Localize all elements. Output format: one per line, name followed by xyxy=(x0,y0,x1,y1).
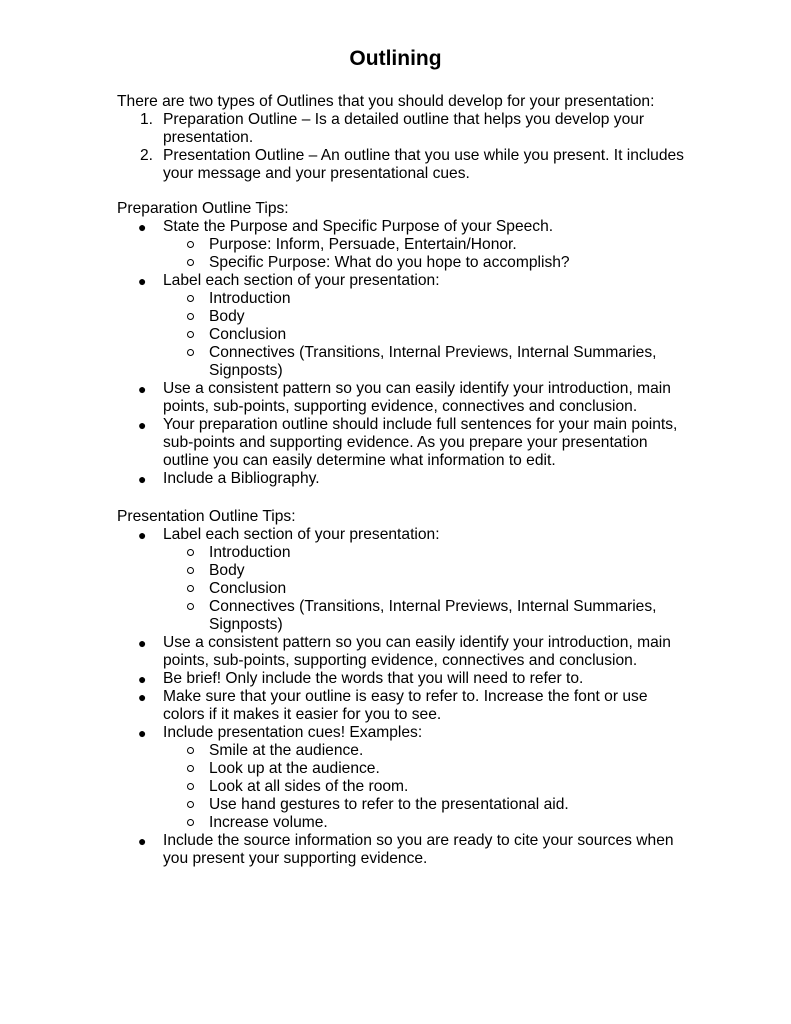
hollow-circle-icon xyxy=(187,747,194,754)
sub-list xyxy=(163,290,687,380)
preparation-tips-list xyxy=(117,218,687,488)
sub-list-item xyxy=(163,796,687,814)
bullet-icon: ● xyxy=(138,381,147,397)
list-item xyxy=(117,272,687,380)
sub-item-text: Conclusion xyxy=(209,580,287,597)
hollow-circle-icon xyxy=(187,349,194,356)
hollow-circle-icon xyxy=(187,603,194,610)
preparation-tips-section xyxy=(117,200,687,488)
sub-list-item xyxy=(163,344,687,380)
list-item-text: Include a Bibliography. xyxy=(163,470,320,487)
presentation-tips-section xyxy=(117,508,687,868)
list-item xyxy=(117,380,687,416)
sub-item-text: Use hand gestures to refer to the presentational aid. xyxy=(209,796,569,813)
list-item-text: Include the source information so you are ready to cite your sources when you present your supporting evidence. xyxy=(163,832,674,867)
sub-list-item xyxy=(163,760,687,778)
list-item-text: Use a consistent pattern so you can easily identify your introduction, main points, sub-points, supporting evidence, connectives and conclusion. xyxy=(163,380,671,415)
hollow-circle-icon xyxy=(187,567,194,574)
outline-types-list xyxy=(117,111,687,183)
sub-item-text: Body xyxy=(209,308,245,325)
sub-item-text: Look up at the audience. xyxy=(209,760,380,777)
sub-list-item xyxy=(163,580,687,598)
list-item xyxy=(117,832,687,868)
list-item-text: Be brief! Only include the words that you will need to refer to. xyxy=(163,670,584,687)
hollow-circle-icon xyxy=(187,331,194,338)
bullet-icon: ● xyxy=(138,671,147,687)
list-item xyxy=(117,526,687,634)
hollow-circle-icon xyxy=(187,313,194,320)
intro-section xyxy=(117,93,687,183)
sub-item-text: Specific Purpose: What do you hope to accomplish? xyxy=(209,254,570,271)
sub-list-item xyxy=(163,598,687,634)
list-item xyxy=(117,670,687,688)
sub-item-text: Introduction xyxy=(209,544,291,561)
list-item-text: Your preparation outline should include full sentences for your main points, sub-points and supporting evidence. As you prepare your presentation outline you can easily determine what information to edit. xyxy=(163,416,678,469)
list-item xyxy=(117,218,687,272)
sub-item-text: Body xyxy=(209,562,245,579)
list-item-text: Make sure that your outline is easy to refer to. Increase the font or use colors if it makes it easier for you to see. xyxy=(163,688,648,723)
sub-item-text: Introduction xyxy=(209,290,291,307)
list-item-text: Include presentation cues! Examples: xyxy=(163,724,423,741)
sub-list xyxy=(163,742,687,832)
bullet-icon: ● xyxy=(138,725,147,741)
bullet-icon: ● xyxy=(138,471,147,487)
bullet-icon: ● xyxy=(138,689,147,705)
sub-list-item xyxy=(163,326,687,344)
hollow-circle-icon xyxy=(187,765,194,772)
sub-item-text: Increase volume. xyxy=(209,814,328,831)
list-item-text: Preparation Outline – Is a detailed outline that helps you develop your presentation. xyxy=(163,111,645,146)
list-item-text: Use a consistent pattern so you can easily identify your introduction, main points, sub-points, supporting evidence, connectives and conclusion. xyxy=(163,634,671,669)
hollow-circle-icon xyxy=(187,259,194,266)
sub-list-item xyxy=(163,778,687,796)
sub-item-text: Connectives (Transitions, Internal Previews, Internal Summaries, Signposts) xyxy=(209,344,657,379)
list-item xyxy=(117,724,687,832)
sub-list-item xyxy=(163,236,687,254)
list-item-text: Label each section of your presentation: xyxy=(163,526,440,543)
bullet-icon: ● xyxy=(138,273,147,289)
bullet-icon: ● xyxy=(138,417,147,433)
bullet-icon: ● xyxy=(138,219,147,235)
list-number: 2. xyxy=(140,147,154,164)
hollow-circle-icon xyxy=(187,241,194,248)
sub-list-item xyxy=(163,562,687,580)
hollow-circle-icon xyxy=(187,549,194,556)
sub-item-text: Smile at the audience. xyxy=(209,742,364,759)
section-heading: Presentation Outline Tips: xyxy=(117,508,296,525)
sub-list-item xyxy=(163,254,687,272)
section-heading: Preparation Outline Tips: xyxy=(117,200,289,217)
hollow-circle-icon xyxy=(187,295,194,302)
sub-list-item xyxy=(163,814,687,832)
bullet-icon: ● xyxy=(138,527,147,543)
sub-item-text: Conclusion xyxy=(209,326,287,343)
sub-item-text: Look at all sides of the room. xyxy=(209,778,409,795)
list-item xyxy=(117,111,687,147)
intro-lead: There are two types of Outlines that you should develop for your presentation: xyxy=(117,93,655,110)
list-item xyxy=(117,634,687,670)
sub-item-text: Connectives (Transitions, Internal Previews, Internal Summaries, Signposts) xyxy=(209,598,657,633)
list-number: 1. xyxy=(140,111,154,128)
list-item xyxy=(117,147,687,183)
bullet-icon: ● xyxy=(138,833,147,849)
list-item-text: Label each section of your presentation: xyxy=(163,272,440,289)
list-item xyxy=(117,416,687,470)
list-item-text: Presentation Outline – An outline that you use while you present. It includes your message and your presentational cues. xyxy=(163,147,684,182)
hollow-circle-icon xyxy=(187,585,194,592)
hollow-circle-icon xyxy=(187,819,194,826)
sub-list xyxy=(163,236,687,272)
list-item xyxy=(117,470,687,488)
sub-list xyxy=(163,544,687,634)
list-item xyxy=(117,688,687,724)
sub-list-item xyxy=(163,544,687,562)
list-item-text: State the Purpose and Specific Purpose of your Speech. xyxy=(163,218,554,235)
bullet-icon: ● xyxy=(138,635,147,651)
sub-list-item xyxy=(163,290,687,308)
presentation-tips-list xyxy=(117,526,687,868)
sub-list-item xyxy=(163,742,687,760)
page-title: Outlining xyxy=(349,47,442,70)
hollow-circle-icon xyxy=(187,783,194,790)
sub-list-item xyxy=(163,308,687,326)
hollow-circle-icon xyxy=(187,801,194,808)
sub-item-text: Purpose: Inform, Persuade, Entertain/Honor. xyxy=(209,236,517,253)
